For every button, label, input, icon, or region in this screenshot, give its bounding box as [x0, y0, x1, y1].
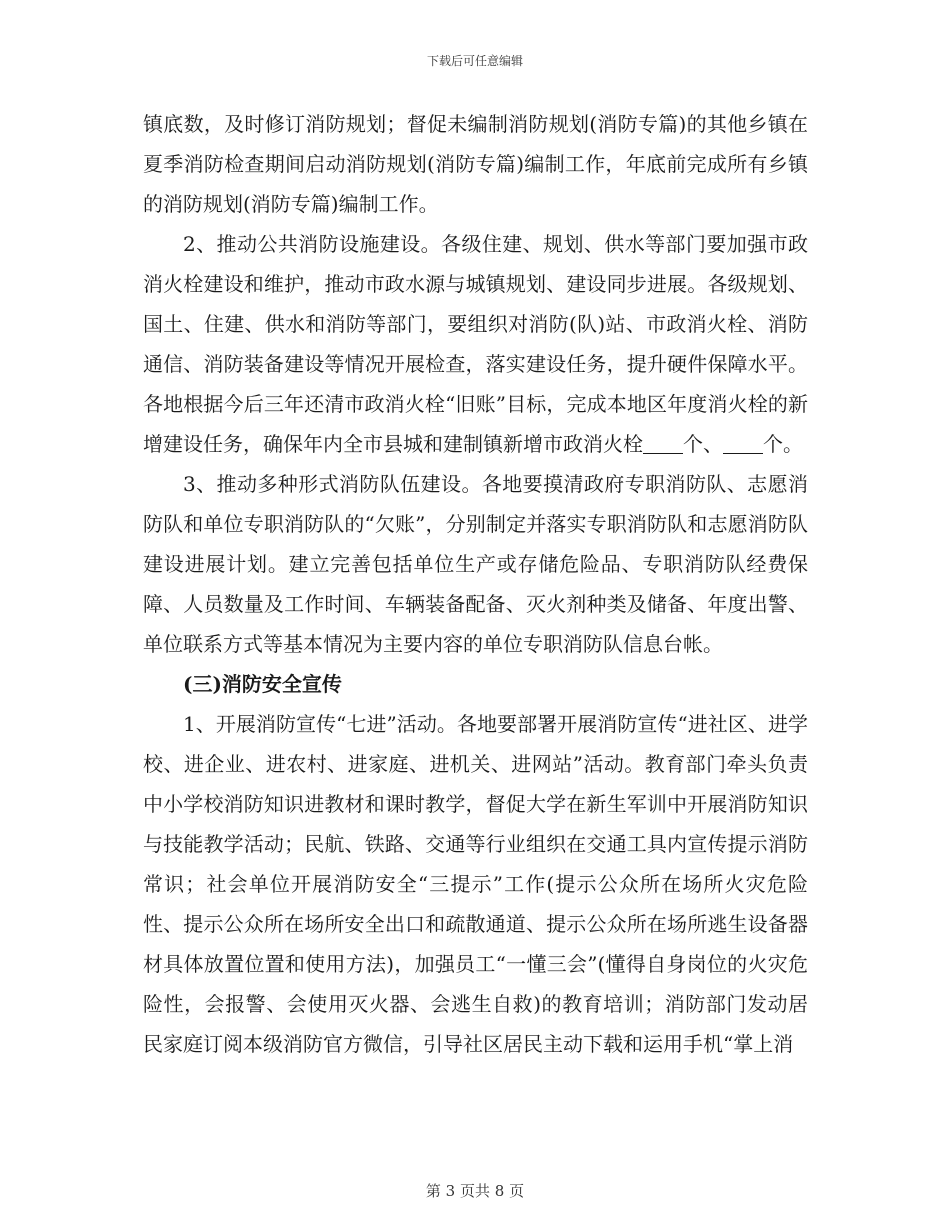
fill-blank [643, 433, 683, 454]
section-title: (三)消防安全宣传 [183, 672, 342, 696]
fill-blank [723, 433, 763, 454]
paragraph-text: 个。 [763, 432, 803, 456]
page-footer: 第 3 页共 8 页 [425, 1182, 525, 1200]
page-header: 下载后可任意编辑 [426, 54, 523, 68]
paragraph-text: 个、 [683, 432, 723, 456]
paragraph-fire-teams: 3、推动多种形式消防队伍建设。各地要摸清政府专职消防队、志愿消防队和单位专职消防队的“欠账”，分别制定并落实专职消防队和志愿消防队建设进展计划。建立完善包括单位生产或存储危险品、专职消防队经费保障、人员数量及工作时间、车辆装备配备、灭火剂种类及储备、年度出警、单位联系方式等基本情况为主要内容的单位专职消防队信息台帐。 [143, 472, 808, 656]
paragraph-public-facilities [143, 224, 808, 464]
paragraph-continued: 镇底数，及时修订消防规划；督促未编制消防规划(消防专篇)的其他乡镇在夏季消防检查期间启动消防规划(消防专篇)编制工作，年底前完成所有乡镇的消防规划(消防专篇)编制工作。 [143, 112, 808, 216]
paragraph-text: 2、推动公共消防设施建设。各级住建、规划、供水等部门要加强市政消火栓建设和维护，推动市政水源与城镇规划、建设同步进展。各级规划、国土、住建、供水和消防等部门，要组织对消防(队)站、市政消火栓、消防通信、消防装备建设等情况开展检查，落实建设任务，提升硬件保障水平。各地根据今后三年还清市政消火栓“旧账”目标，完成本地区年度消火栓的新增建设任务，确保年内全市县城和建制镇新增市政消火栓 [143, 232, 808, 456]
paragraph-publicity: 1、开展消防宣传“七进”活动。各地要部署开展消防宣传“进社区、进学校、进企业、进农村、进家庭、进机关、进网站”活动。教育部门牵头负责中小学校消防知识进教材和课时教学，督促大学在新生军训中开展消防知识与技能教学活动；民航、铁路、交通等行业组织在交通工具内宣传提示消防常识；社会单位开展消防安全“三提示”工作(提示公众所在场所火灾危险性、提示公众所在场所安全出口和疏散通道、提示公众所在场所逃生设备器材具体放置位置和使用方法)，加强员工“一懂三会”(懂得自身岗位的火灾危险性，会报警、会使用灭火器、会逃生自救)的教育培训；消防部门发动居民家庭订阅本级消防官方微信，引导社区居民主动下载和运用手机“掌上消 [143, 712, 808, 1056]
document-body [143, 104, 808, 1064]
